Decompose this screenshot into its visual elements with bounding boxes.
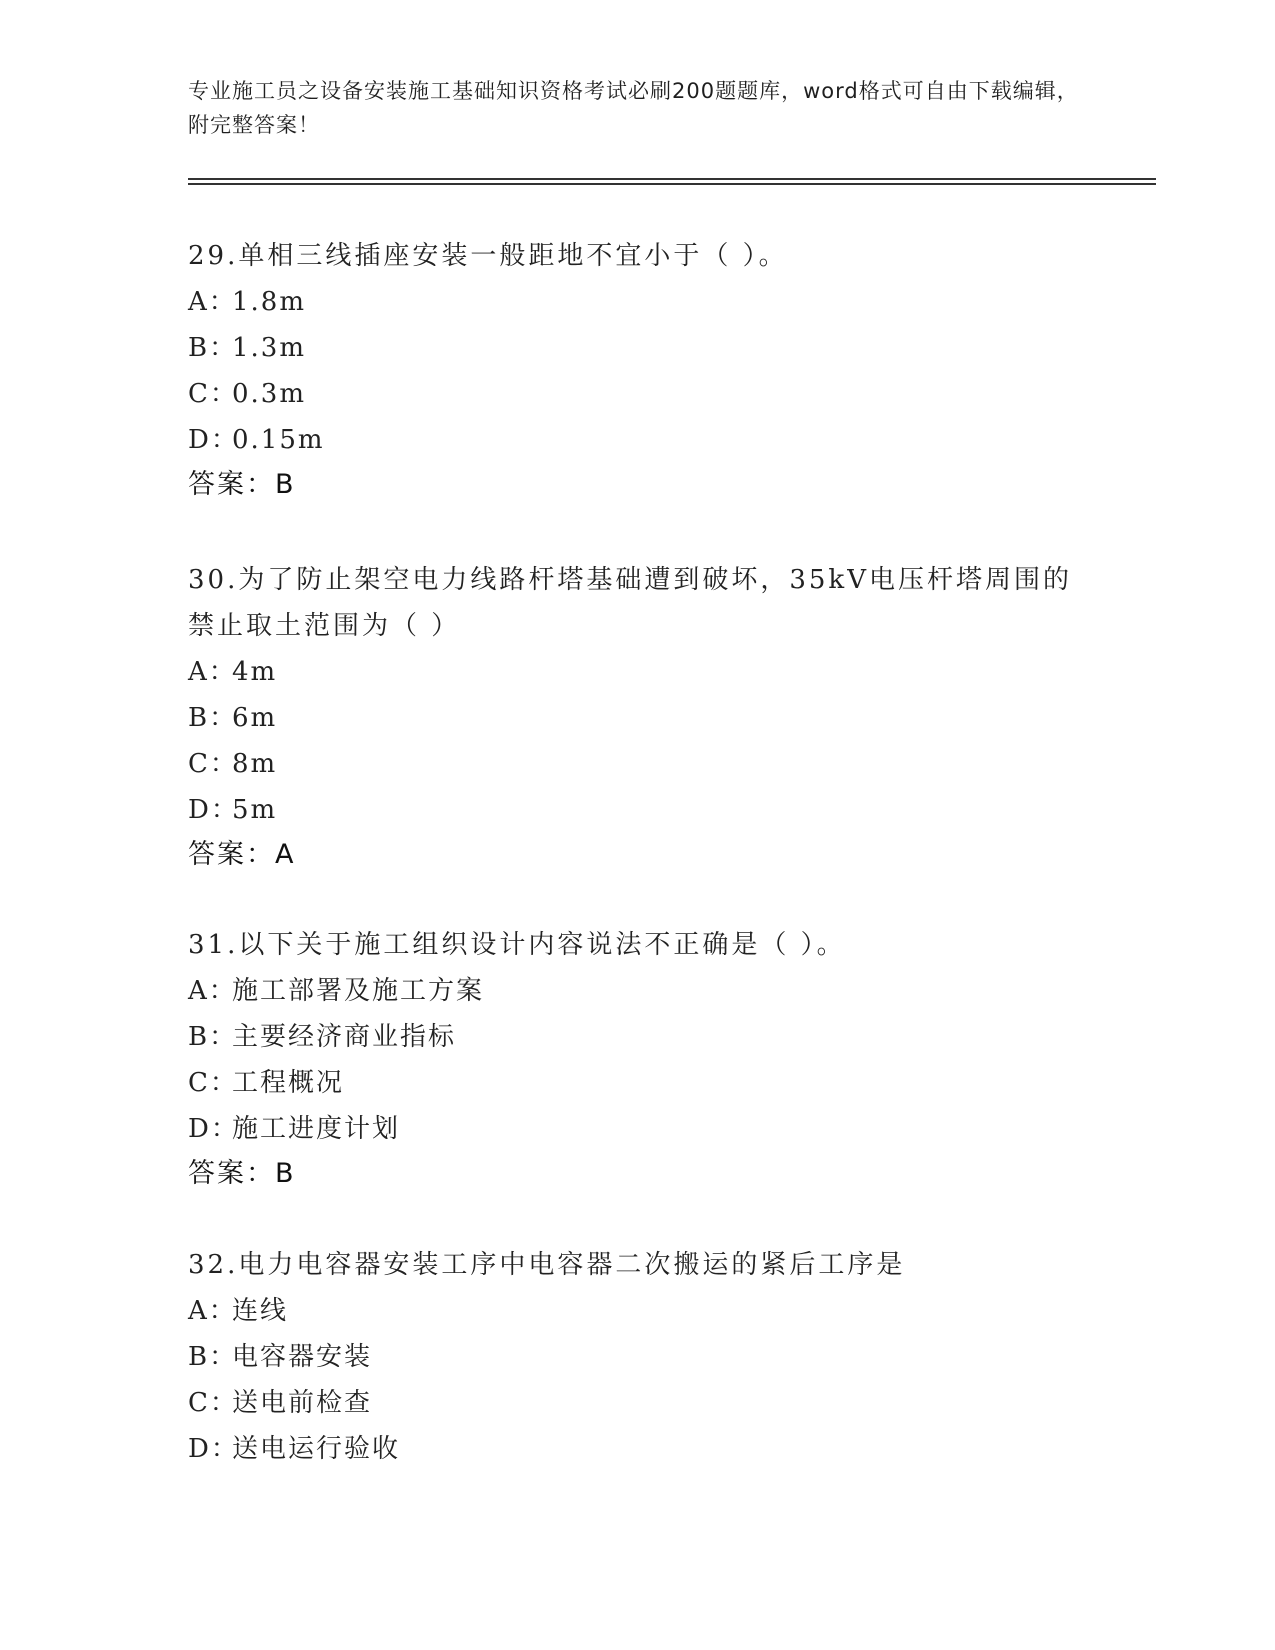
option-key: D：	[188, 1114, 239, 1144]
question-stem: 29.单相三线插座安装一般距地不宜小于（ ）。	[188, 241, 788, 271]
option-a	[188, 279, 1088, 325]
option-key: B：	[188, 703, 238, 733]
option-c	[188, 371, 1088, 417]
option-text: 连线	[232, 1296, 289, 1326]
question-stem: 30.为了防止架空电力线路杆塔基础遭到破坏，35kV电压杆塔周围的禁止取土范围为（ ）	[188, 565, 1072, 641]
option-c	[188, 1380, 1088, 1426]
question-stem: 32.电力电容器安装工序中电容器二次搬运的紧后工序是	[188, 1250, 906, 1280]
option-b	[188, 325, 1088, 371]
option-a	[188, 649, 1088, 695]
option-d	[188, 1426, 1088, 1472]
option-key: B：	[188, 1342, 238, 1372]
option-text: 8m	[232, 749, 278, 779]
option-text: 1.3m	[232, 333, 307, 363]
option-b	[188, 1014, 1088, 1060]
option-key: D：	[188, 425, 239, 455]
option-text: 工程概况	[232, 1068, 345, 1098]
option-text: 施工进度计划	[232, 1114, 401, 1144]
option-key: A：	[188, 1296, 237, 1326]
header-divider-top	[188, 178, 1156, 180]
option-d	[188, 417, 1088, 463]
option-b	[188, 1334, 1088, 1380]
option-text: 5m	[232, 795, 278, 825]
option-c	[188, 1060, 1088, 1106]
document-header	[188, 74, 1088, 142]
option-text: 送电运行验收	[232, 1434, 401, 1464]
option-key: A：	[188, 287, 237, 317]
option-c	[188, 741, 1088, 787]
option-key: C：	[188, 1068, 238, 1098]
option-text: 送电前检查	[232, 1388, 373, 1418]
option-key: C：	[188, 749, 238, 779]
option-text: 0.15m	[232, 425, 325, 455]
option-text: 1.8m	[232, 287, 307, 317]
option-text: 0.3m	[232, 379, 307, 409]
option-b	[188, 695, 1088, 741]
option-d	[188, 787, 1088, 833]
option-a	[188, 1288, 1088, 1334]
option-key: A：	[188, 976, 237, 1006]
question-stem: 31.以下关于施工组织设计内容说法不正确是（ ）。	[188, 930, 846, 960]
header-title: 专业施工员之设备安装施工基础知识资格考试必刷200题题库，word格式可自由下载编辑，附完整答案！	[188, 79, 1079, 137]
question-29	[188, 233, 1088, 507]
question-30	[188, 557, 1088, 877]
header-divider-bottom	[188, 183, 1156, 185]
option-text: 4m	[232, 657, 278, 687]
option-text: 电容器安装	[232, 1342, 373, 1372]
option-d	[188, 1106, 1088, 1152]
option-a	[188, 968, 1088, 1014]
option-key: D：	[188, 1434, 239, 1464]
option-key: A：	[188, 657, 237, 687]
option-text: 主要经济商业指标	[232, 1022, 457, 1052]
option-key: B：	[188, 1022, 238, 1052]
option-text: 施工部署及施工方案	[232, 976, 485, 1006]
question-32	[188, 1242, 1088, 1472]
option-key: D：	[188, 795, 239, 825]
option-key: B：	[188, 333, 238, 363]
option-text: 6m	[232, 703, 278, 733]
answer-line: 答案：A	[188, 839, 296, 870]
option-key: C：	[188, 379, 238, 409]
option-key: C：	[188, 1388, 238, 1418]
question-31	[188, 922, 1088, 1196]
answer-line: 答案：B	[188, 1158, 296, 1189]
answer-line: 答案：B	[188, 469, 296, 500]
